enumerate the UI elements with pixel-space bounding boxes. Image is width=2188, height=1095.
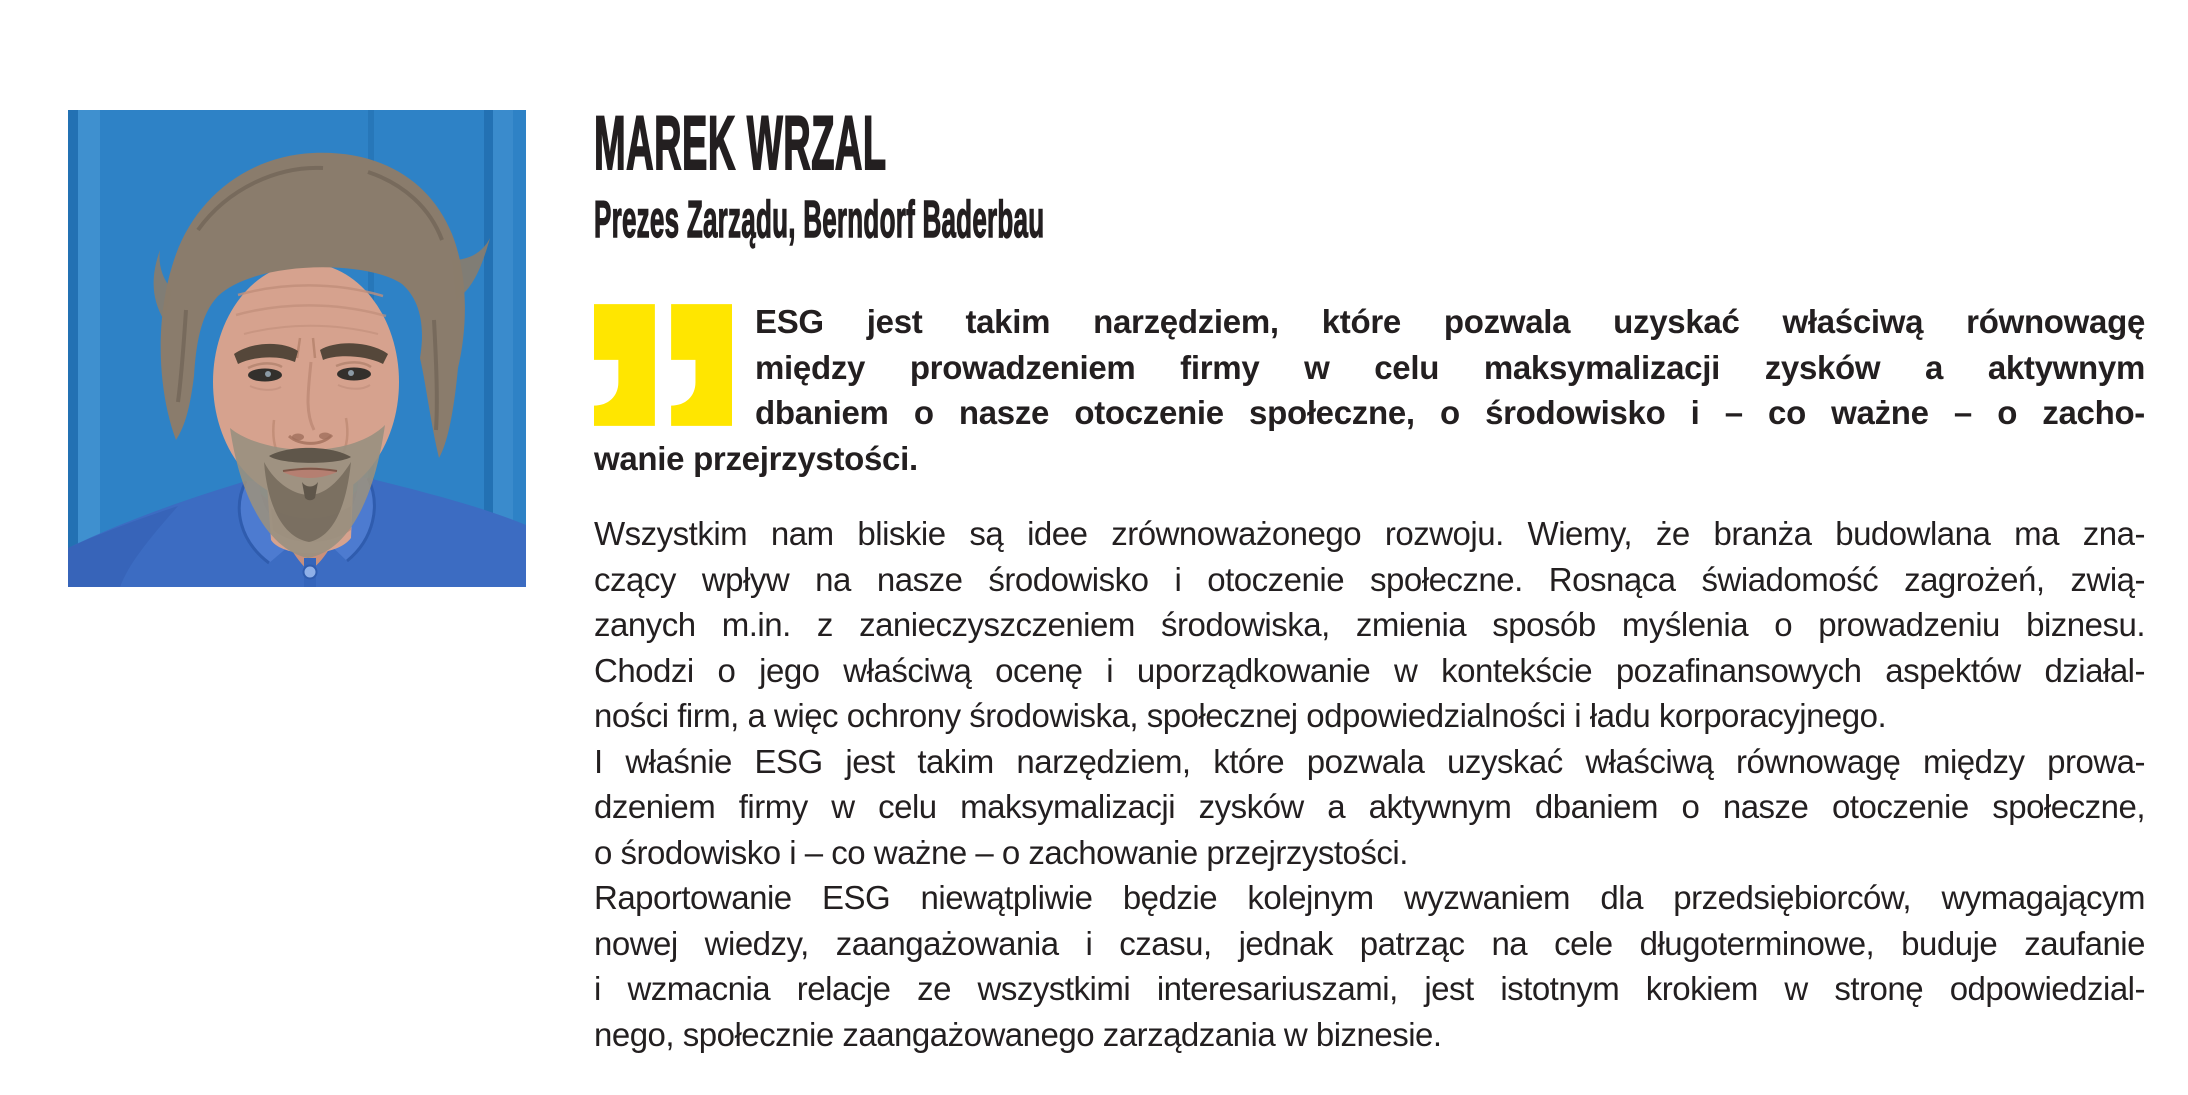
quote-line: między prowadzeniem firmy w celu maksymalizacji zysków a aktywnym [755,348,2145,386]
article-body [594,511,2145,1057]
portrait-photo [68,110,526,587]
pull-quote [594,299,2145,481]
body-text-line: Raportowanie ESG niewątpliwie będzie kolejnym wyzwaniem dla przedsiębiorców, wymagającym [594,879,2145,916]
person-role-text: Prezes Zarządu, Berndorf Baderbau [594,191,1045,249]
quote-line: ESG jest takim narzędziem, które pozwala uzyskać właściwą równowagę [755,303,2145,340]
body-text-line: dzeniem firmy w celu maksymalizacji zysków a aktywnym dbaniem o nasze otoczenie społeczne, [594,788,2145,825]
person-role [594,191,1495,249]
body-text-line: o środowisko i – co ważne – o zachowanie przejrzystości. [594,833,1408,871]
portrait-illustration [68,110,526,587]
person-name-text: MAREK WRZAL [594,101,887,186]
body-text-line: nowej wiedzy, zaangażowania i czasu, jednak patrząc na cele długoterminowe, buduje zaufanie [594,924,2145,962]
body-text-line: I właśnie ESG jest takim narzędziem, które pozwala uzyskać właściwą równowagę między prowa- [594,742,2145,780]
person-name [594,101,1179,186]
quote-line: dbaniem o nasze otoczenie społeczne, o środowisko i – co ważne – o zacho- [755,394,2145,431]
body-text-line: Wszystkim nam bliskie są idee zrównoważonego rozwoju. Wiemy, że branża budowlana ma zna- [594,515,2145,552]
quote-line: wanie przejrzystości. [594,439,918,477]
body-text-line: ności firm, a więc ochrony środowiska, społecznej odpowiedzialności i ładu korporacyjnego. [594,697,1887,734]
body-text-line: nego, społecznie zaangażowanego zarządzania w biznesie. [594,1015,1442,1053]
body-text-line: i wzmacnia relacje ze wszystkimi interesariuszami, jest istotnym krokiem w stronę odpowiedzial- [594,970,2145,1007]
body-text-line: czący wpływ na nasze środowisko i otoczenie społeczne. Rosnąca świadomość zagrożeń, zwią- [594,560,2145,598]
body-text-line: zanych m.in. z zanieczyszczeniem środowiska, zmienia sposób myślenia o prowadzeniu biznesu. [594,606,2145,643]
body-text-line: Chodzi o jego właściwą ocenę i uporządkowanie w kontekście pozafinansowych aspektów działal- [594,651,2145,689]
